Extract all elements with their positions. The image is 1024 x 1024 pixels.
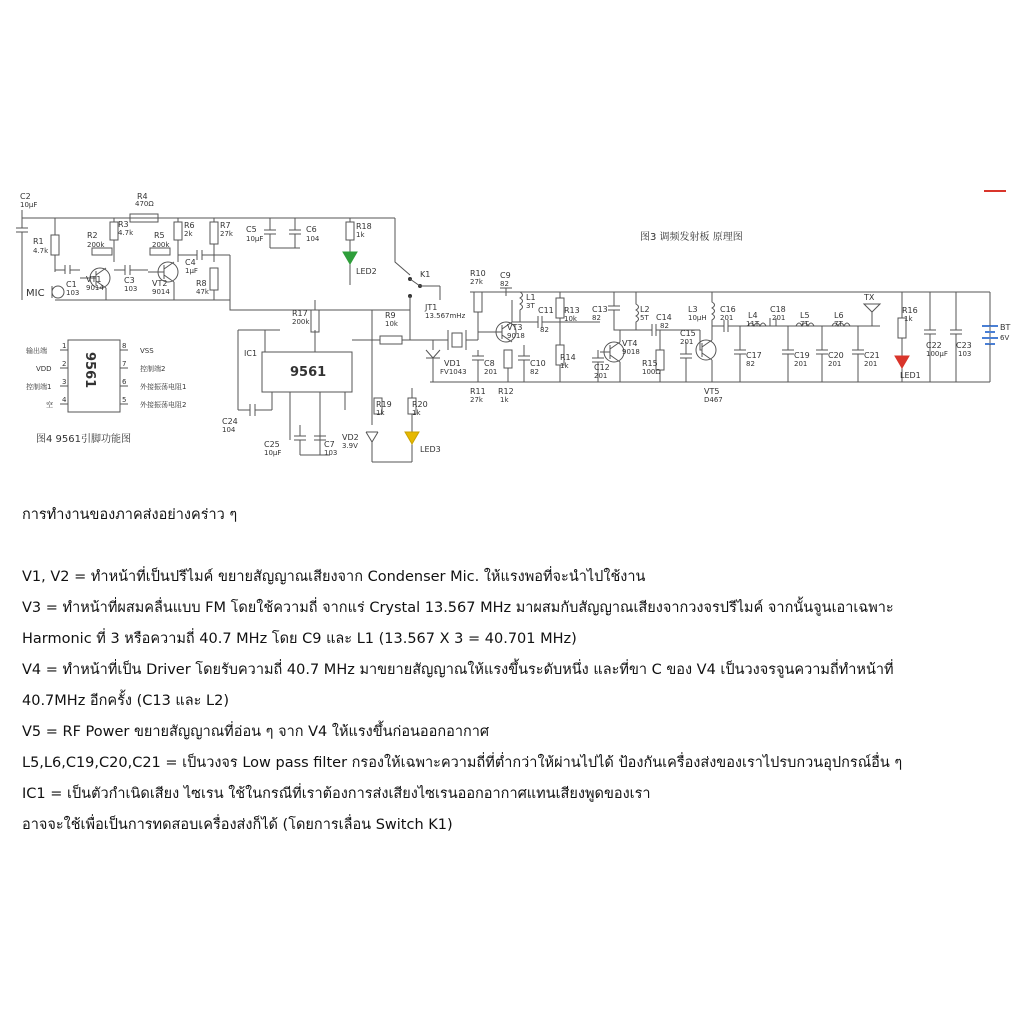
pin-num-1: 1	[62, 342, 67, 350]
pin-right-7: 控制端2	[140, 365, 166, 373]
value-VT4: 9018	[622, 348, 640, 356]
label-R17: R17	[292, 309, 308, 318]
label-R13: R13	[564, 306, 580, 315]
description-line: V5 = RF Power ขยายสัญญาณที่อ่อน ๆ จาก V4 ให้แรงขึ้นก่อนออกอากาศ	[22, 724, 490, 740]
label-MIC: MIC	[26, 288, 45, 299]
value-JT1: 13.567mHz	[425, 312, 466, 320]
label-C13: C13	[592, 305, 608, 314]
label-C7: C7	[324, 440, 335, 449]
label-C9: C9	[500, 271, 511, 280]
label-R12: R12	[498, 387, 514, 396]
value-L5: 7T	[800, 320, 809, 328]
pin-left-3: 控制端1	[26, 383, 52, 391]
value-R2: 200k	[87, 241, 105, 249]
label-R9: R9	[385, 311, 396, 320]
pin-left-1: 输出端	[26, 347, 47, 355]
label-C25: C25	[264, 440, 280, 449]
value-C10: 82	[530, 368, 539, 376]
label-C10: C10	[530, 359, 546, 368]
label-L2: L2	[640, 305, 650, 314]
value-VT2: 9014	[152, 288, 170, 296]
value-R6: 2k	[184, 230, 193, 238]
value-C4: 1μF	[185, 267, 198, 275]
label-VD1: VD1	[444, 359, 461, 368]
label-R1: R1	[33, 237, 44, 246]
value-VT3: 9018	[507, 332, 525, 340]
value-C2: 10μF	[20, 201, 38, 209]
label-L6: L6	[834, 311, 844, 320]
value-R7: 27k	[220, 230, 233, 238]
value-R10: 27k	[470, 278, 483, 286]
pin-right-6: 外接振荡电阻1	[140, 383, 187, 391]
value-VT1: 9014	[86, 284, 104, 292]
description-line: Harmonic ที่ 3 หรือความถี่ 40.7 MHz โดย C9 และ L1 (13.567 X 3 = 40.701 MHz)	[22, 631, 577, 647]
value-R16: 1k	[904, 315, 913, 323]
label-LED3: LED3	[420, 445, 441, 454]
value-R9: 10k	[385, 320, 398, 328]
label-C16: C16	[720, 305, 736, 314]
value-R20: 1k	[412, 409, 421, 417]
label-LED2: LED2	[356, 267, 377, 276]
value-C23: 103	[958, 350, 972, 358]
value-R14: 1k	[560, 362, 569, 370]
pin-num-8: 8	[122, 342, 127, 350]
value-L2: 5T	[640, 314, 649, 322]
value-C13: 82	[592, 314, 601, 322]
value-C24: 104	[222, 426, 236, 434]
value-R8: 47k	[196, 288, 209, 296]
label-L4: L4	[748, 311, 758, 320]
value-R12: 1k	[500, 396, 509, 404]
label-VT5: VT5	[704, 387, 720, 396]
figure4-caption: 图4 9561引脚功能图	[36, 434, 131, 445]
label-R3: R3	[118, 220, 129, 229]
label-C8: C8	[484, 359, 495, 368]
value-R18: 1k	[356, 231, 365, 239]
label-K1: K1	[420, 270, 431, 279]
label-C3: C3	[124, 276, 135, 285]
pin-num-2: 2	[62, 360, 67, 368]
label-R7: R7	[220, 221, 231, 230]
led3-symbol	[405, 432, 419, 444]
value-C1: 103	[66, 289, 80, 297]
value-R15: 100Ω	[642, 368, 661, 376]
value-R3: 4.7k	[118, 229, 134, 237]
value-C18: 201	[772, 314, 786, 322]
label-C2: C2	[20, 192, 31, 201]
label-C1: C1	[66, 280, 77, 289]
value-R5: 200k	[152, 241, 170, 249]
label-VD2: VD2	[342, 433, 359, 442]
label-R19: R19	[376, 400, 392, 409]
label-C21: C21	[864, 351, 880, 360]
value-L6: 7T	[834, 320, 843, 328]
label-LED1: LED1	[900, 371, 921, 380]
pin-num-4: 4	[62, 396, 67, 404]
label-C23: C23	[956, 341, 972, 350]
label-R8: R8	[196, 279, 207, 288]
ic1-name: 9561	[290, 365, 327, 380]
led1-symbol	[895, 356, 909, 368]
value-C22: 100μF	[926, 350, 948, 358]
label-C5: C5	[246, 225, 257, 234]
ic1-ref: IC1	[244, 349, 258, 358]
label-C18: C18	[770, 305, 786, 314]
label-C12: C12	[594, 363, 610, 372]
label-R2: R2	[87, 231, 98, 240]
value-R11: 27k	[470, 396, 483, 404]
label-L5: L5	[800, 311, 810, 320]
description-line: V3 = ทำหน้าที่ผสมคลื่นแบบ FM โดยใช้ความถี่ จากแร่ Crystal 13.567 MHz มาผสมกับสัญญาณเสียงจากวงจรปรีไมค์ จากนั้นจูนเอาเฉพาะ	[22, 600, 894, 616]
circuit-schematic	[0, 180, 1024, 480]
label-R11: R11	[470, 387, 486, 396]
label-VT4: VT4	[622, 339, 638, 348]
pin-num-5: 5	[122, 396, 127, 404]
value-C16: 201	[720, 314, 734, 322]
pin-left-4: 空	[46, 401, 53, 409]
value-R4: 470Ω	[135, 200, 154, 208]
label-VT3: VT3	[507, 323, 523, 332]
value-R1: 4.7k	[33, 247, 49, 255]
label-VT2: VT2	[152, 279, 168, 288]
value-VT5: D467	[704, 396, 723, 404]
value-C3: 103	[124, 285, 138, 293]
value-C6: 104	[306, 235, 320, 243]
label-C17: C17	[746, 351, 762, 360]
label-C15: C15	[680, 329, 696, 338]
label-C11: C11	[538, 306, 554, 315]
value-R17: 200k	[292, 318, 310, 326]
value-VD2: 3.9V	[342, 442, 358, 450]
label-C14: C14	[656, 313, 672, 322]
label-C19: C19	[794, 351, 810, 360]
pin-num-3: 3	[62, 378, 67, 386]
label-VT1: VT1	[86, 275, 102, 284]
description-heading: การทำงานของภาคส่งอย่างคร่าว ๆ	[22, 507, 238, 523]
value-C25: 10μF	[264, 449, 282, 457]
label-L3: L3	[688, 305, 698, 314]
value-C11: 82	[540, 326, 549, 334]
label-C20: C20	[828, 351, 844, 360]
description-line: V1, V2 = ทำหน้าที่เป็นปรีไมค์ ขยายสัญญาณเสียงจาก Condenser Mic. ให้แรงพอที่จะนำไปใช้งาน	[22, 569, 646, 585]
value-C7: 103	[324, 449, 338, 457]
label-R15: R15	[642, 359, 658, 368]
pin-right-8: VSS	[140, 347, 154, 355]
value-L4: 11T	[746, 320, 760, 328]
pin-left-2: VDD	[36, 365, 52, 373]
value-L1: 3T	[526, 302, 535, 310]
label-JT1: JT1	[425, 303, 438, 312]
value-C8: 201	[484, 368, 498, 376]
value-C19: 201	[794, 360, 808, 368]
description-block	[22, 500, 1012, 841]
value-R19: 1k	[376, 409, 385, 417]
value-VD1: FV1043	[440, 368, 467, 376]
value-C9: 82	[500, 280, 509, 288]
value-C17: 82	[746, 360, 755, 368]
value-C12: 201	[594, 372, 608, 380]
value-R13: 10k	[564, 315, 577, 323]
label-TX: TX	[864, 293, 875, 302]
description-line: L5,L6,C19,C20,C21 = เป็นวงจร Low pass filter กรองให้เฉพาะความถี่ที่ต่ำกว่าให้ผ่านไปได้ ป้องกันเครื่องส่งของเราไปรบกวนอุปกรณ์อื่น ๆ	[22, 755, 903, 771]
pin-right-5: 外接振荡电阻2	[140, 401, 187, 409]
label-R16: R16	[902, 306, 918, 315]
label-BT: BT	[1000, 323, 1011, 332]
label-C6: C6	[306, 225, 317, 234]
label-R14: R14	[560, 353, 576, 362]
label-R6: R6	[184, 221, 195, 230]
positive-rail	[22, 218, 410, 275]
label-R20: R20	[412, 400, 428, 409]
description-line: V4 = ทำหน้าที่เป็น Driver โดยรับความถี่ 40.7 MHz มาขยายสัญญาณให้แรงขึ้นระดับหนึ่ง และที่ขา C ของ V4 เป็นวงจรจูนความถี่ทำหน้าที่	[22, 662, 894, 678]
label-C22: C22	[926, 341, 942, 350]
label-R10: R10	[470, 269, 486, 278]
figure3-caption: 图3 调频发射板 原理图	[640, 232, 743, 243]
value-C21: 201	[864, 360, 878, 368]
pin-num-6: 6	[122, 378, 127, 386]
description-line: IC1 = เป็นตัวกำเนิดเสียง ไซเรน ใช้ในกรณีที่เราต้องการส่งเสียงไซเรนออกอากาศแทนเสียงพูดของเรา	[22, 786, 651, 802]
description-line: อาจจะใช้เพื่อเป็นการทดสอบเครื่องส่งก็ได้ (โดยการเลื่อน Switch K1)	[22, 817, 453, 833]
value-C20: 201	[828, 360, 842, 368]
label-R4: R4	[137, 192, 148, 201]
label-C4: C4	[185, 258, 196, 267]
pinout-chip-name: 9561	[82, 352, 97, 389]
value-C14: 82	[660, 322, 669, 330]
value-L3: 10μH	[688, 314, 707, 322]
label-R5: R5	[154, 231, 165, 240]
label-C24: C24	[222, 417, 238, 426]
ground-rail	[22, 245, 990, 382]
value-C5: 10μF	[246, 235, 264, 243]
label-L1: L1	[526, 293, 536, 302]
description-line: 40.7MHz อีกครั้ง (C13 และ L2)	[22, 693, 230, 709]
value-C15: 201	[680, 338, 694, 346]
value-BT: 6V	[1000, 334, 1010, 342]
led2-symbol	[343, 252, 357, 264]
label-R18: R18	[356, 222, 372, 231]
pin-num-7: 7	[122, 360, 127, 368]
